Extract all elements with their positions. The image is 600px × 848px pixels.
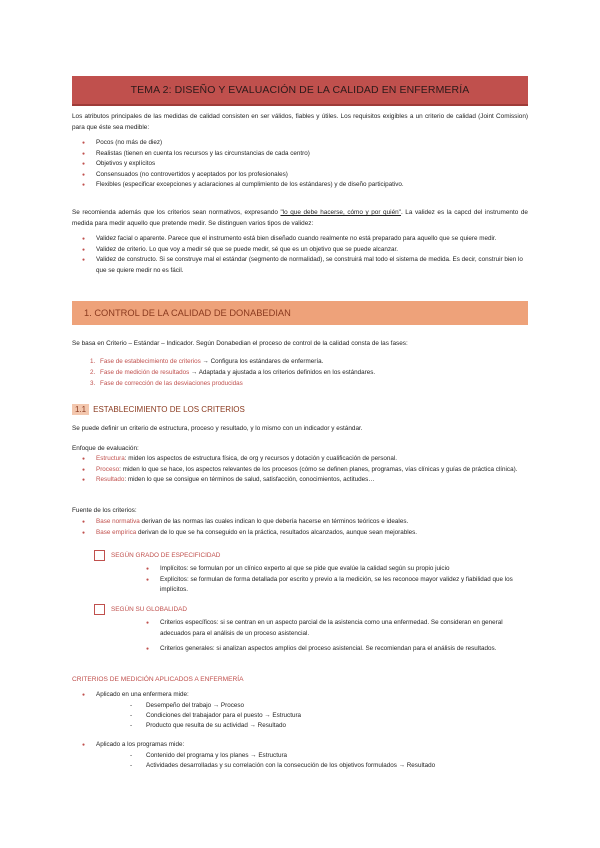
- list-item: ● Flexibles (especificar excepciones y aclaraciones al cumplimiento de los estándares) y de diseño participativo.: [72, 180, 528, 191]
- subsection-intro: Se puede definir un criterio de estructura, proceso y resultado, y lo mismo con un indicador y estándar.: [72, 425, 363, 432]
- aplicado-enfermera: [72, 690, 528, 701]
- grado-list: [72, 564, 528, 596]
- subsection-number: 1.1: [72, 404, 89, 415]
- enfoque-list: [72, 454, 528, 486]
- list-item: ● Implícitos: se formulan por un clínico experto al que se pide que evalúe la calidad según su propio juicio: [72, 564, 528, 575]
- underlined-quote: "lo que debe hacerse, cómo y por quién": [280, 209, 401, 216]
- enfermera-list: [72, 701, 528, 731]
- checkbox-icon: [94, 550, 105, 561]
- section-title: 1. CONTROL DE LA CALIDAD DE DONABEDIAN: [84, 308, 291, 318]
- list-item: ● Pocos (no más de diez): [72, 138, 528, 149]
- list-item: ● Criterios específicos: si se centran en un aspecto parcial de la asistencia como una enfermedad. Se consideran en general adecuados para el análisis de un proceso asistencial.: [72, 618, 528, 639]
- fases-list: [72, 356, 528, 389]
- list-item: 2. Fase de medición de resultados → Adaptada y ajustada a los criterios definidos en los estándares.: [90, 369, 376, 376]
- list-item: - Producto que resulta de su actividad → Resultado: [72, 721, 528, 731]
- criterios-heading: CRITERIOS DE MEDICIÓN APLICADOS A ENFERMERÍA: [72, 676, 244, 683]
- subsection-heading: [72, 401, 245, 417]
- list-item: ● Validez de constructo. Si se construye mal el estándar (segmento de normalidad), se construirá mal todo el sistema de medida. Es decir, construir bien lo que se quiere medir no es fácil.: [72, 255, 528, 276]
- donabedian-intro: Se basa en Criterio – Estándar – Indicador. Según Donabedian el proceso de control de la calidad consta de las fases:: [72, 340, 408, 347]
- list-item: - Actividades desarrolladas y su correlación con la consecución de los objetivos formulados → Resultado: [72, 761, 528, 771]
- list-item: ● Consensuados (no controvertidos y aceptados por los profesionales): [72, 170, 528, 181]
- list-item: ● Validez facial o aparente. Parece que el instrumento está bien diseñado cuando realmente no está preparado para aquello que se quiere medir.: [72, 234, 528, 245]
- list-item: ● Validez de criterio. Lo que voy a medir sé que se puede medir, sé que es un objetivo que se puede alcanzar.: [72, 245, 528, 256]
- list-item: ● Resultado: miden lo que se consigue en términos de salud, satisfacción, conocimientos, actitudes…: [72, 475, 528, 486]
- list-item: ● Criterios generales: si analizan aspectos amplios del proceso asistencial. Se recomiendan para el análisis de resultados.: [72, 644, 528, 655]
- aplicado-programas: [72, 740, 528, 751]
- requisitos-list: [72, 138, 528, 191]
- recomendacion-paragraph: Se recomienda además que los criterios sean normativos, expresando "lo que debe hacerse, cómo y por quién". La validez es la capcd del instrumento de medida para medir aquello que pretende medir. Se distinguen varios tipos de validez:: [72, 209, 528, 227]
- global-list: [72, 618, 528, 655]
- list-item: ● Estructura: miden los aspectos de estructura física, de org y recursos y dotación y cualificación de personal.: [72, 454, 528, 465]
- list-item: - Condiciones del trabajador para el puesto → Estructura: [72, 711, 528, 721]
- fuente-heading: Fuente de los criterios:: [72, 507, 137, 514]
- intro-paragraph: Los atributos principales de las medidas de calidad consisten en ser válidos, fiables y útiles. Los requisitos exigibles a un criterio de calidad (Joint Comission) para que éste sea medible:: [72, 113, 528, 131]
- programas-list: [72, 751, 528, 771]
- global-heading: SEGÚN SU GLOBALIDAD: [94, 604, 187, 615]
- grado-heading: SEGÚN GRADO DE ESPECIFICIDAD: [94, 550, 220, 561]
- list-item: ● Base empírica derivan de lo que se ha conseguido en la práctica, resultados alcanzados, aunque sean mejorables.: [72, 528, 528, 539]
- list-item: ● Base normativa derivan de las normas las cuales indican lo que debería hacerse en términos teóricos e ideales.: [72, 517, 528, 528]
- list-item: ● Objetivos y explícitos: [72, 159, 528, 170]
- subsection-title: ESTABLECIMIENTO DE LOS CRITERIOS: [93, 404, 245, 414]
- list-item: - Desempeño del trabajo → Proceso: [72, 701, 528, 711]
- list-item: 3. Fase de corrección de las desviaciones producidas: [90, 380, 243, 387]
- section-heading-bar: [72, 301, 528, 325]
- list-item: ● Proceso: miden lo que se hace, los aspectos relevantes de los procesos (cómo se definen planes, programas, vías clínicas y guías de práctica clínica).: [72, 465, 528, 476]
- title-banner: [72, 76, 528, 106]
- enfoque-heading: Enfoque de evaluación:: [72, 445, 139, 452]
- list-item: ● Aplicado en una enfermera mide:: [72, 690, 528, 701]
- validez-list: [72, 234, 528, 276]
- fuente-list: [72, 517, 528, 538]
- list-item: ● Realistas (tienen en cuenta los recursos y las circunstancias de cada centro): [72, 149, 528, 160]
- list-item: ● Aplicado a los programas mide:: [72, 740, 528, 751]
- list-item: ● Explícitos: se formulan de forma detallada por escrito y previo a la medición, se les reconoce mayor validez y fiabilidad que los implícitos.: [72, 575, 528, 596]
- list-item: - Contenido del programa y los planes → Estructura: [72, 751, 528, 761]
- checkbox-icon: [94, 604, 105, 615]
- page-title: TEMA 2: DISEÑO Y EVALUACIÓN DE LA CALIDAD EN ENFERMERÍA: [130, 84, 470, 96]
- list-item: 1. Fase de establecimiento de criterios → Configura los estándares de enfermería.: [90, 358, 324, 365]
